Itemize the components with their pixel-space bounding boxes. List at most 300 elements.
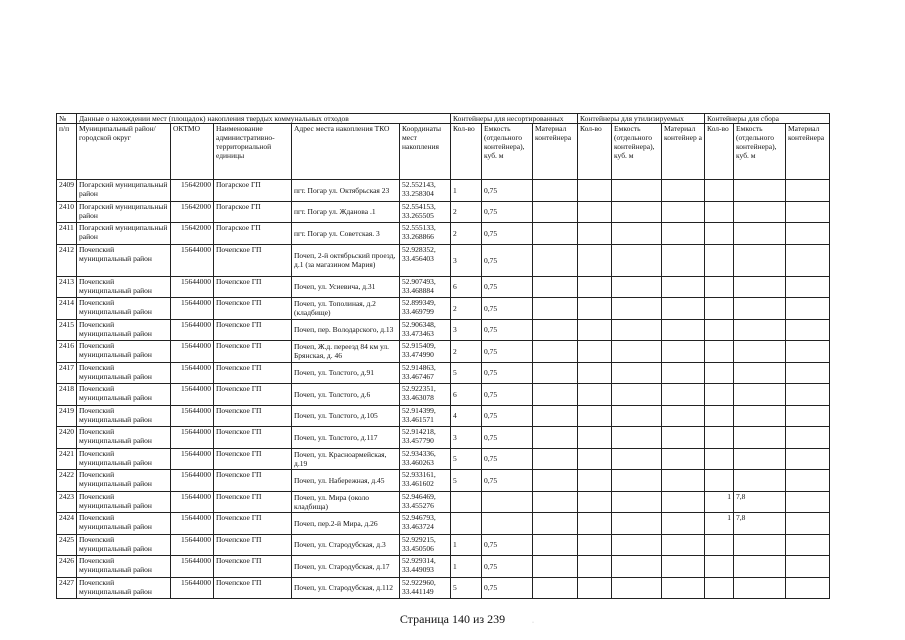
cell-oktmo: 15644000 bbox=[171, 276, 214, 298]
cell-number: 2414 bbox=[57, 298, 77, 320]
cell-district: Погарский муниципальный район bbox=[77, 180, 171, 202]
cell-territory: Почепское ГП bbox=[214, 491, 292, 513]
cell-count-collection bbox=[705, 470, 734, 492]
cell-district: Почепский муниципальный район bbox=[77, 427, 171, 449]
cell-oktmo: 15642000 bbox=[171, 180, 214, 202]
cell-address: Почеп, ул. Мира (около кладбища) bbox=[292, 491, 400, 513]
cell-count-recyclable bbox=[578, 491, 612, 513]
header-count-unsorted: Кол-во bbox=[451, 124, 482, 180]
cell-address: Почеп, ул. Усиевича, д.31 bbox=[292, 276, 400, 298]
cell-address: Почеп, ул. Стародубская, д.112 bbox=[292, 577, 400, 599]
cell-count-recyclable bbox=[578, 298, 612, 320]
cell-address: Почеп, ул. Тополиная, д.2 (кладбище) bbox=[292, 298, 400, 320]
cell-oktmo: 15644000 bbox=[171, 405, 214, 427]
table-row bbox=[57, 470, 830, 492]
table-row bbox=[57, 244, 830, 276]
cell-material-unsorted bbox=[533, 405, 578, 427]
cell-capacity-recyclable bbox=[612, 448, 662, 470]
cell-capacity-recyclable bbox=[612, 362, 662, 384]
cell-capacity-collection bbox=[734, 180, 786, 202]
cell-territory: Почепское ГП bbox=[214, 319, 292, 341]
cell-capacity-recyclable bbox=[612, 556, 662, 578]
cell-oktmo: 15644000 bbox=[171, 534, 214, 556]
cell-capacity-recyclable bbox=[612, 470, 662, 492]
cell-territory: Погарское ГП bbox=[214, 201, 292, 223]
cell-capacity-collection bbox=[734, 577, 786, 599]
cell-district: Погарский муниципальный район bbox=[77, 223, 171, 245]
cell-coords: 52.914863, 33.467467 bbox=[400, 362, 451, 384]
cell-material-collection bbox=[786, 180, 830, 202]
cell-material-unsorted bbox=[533, 341, 578, 363]
cell-capacity-unsorted: 0,75 bbox=[482, 384, 533, 406]
cell-capacity-unsorted: 0,75 bbox=[482, 362, 533, 384]
cell-material-collection bbox=[786, 513, 830, 535]
cell-material-collection bbox=[786, 319, 830, 341]
cell-coords: 52.922351, 33.463078 bbox=[400, 384, 451, 406]
table-row bbox=[57, 448, 830, 470]
cell-capacity-unsorted: 0,75 bbox=[482, 244, 533, 276]
cell-count-recyclable bbox=[578, 362, 612, 384]
cell-address: пгт. Погар ул. Жданова .1 bbox=[292, 201, 400, 223]
header-unsorted-group: Контейнеры для несортированных bbox=[451, 114, 578, 124]
cell-address: Почеп, ул. Толстого, д.105 bbox=[292, 405, 400, 427]
cell-material-recyclable bbox=[662, 405, 705, 427]
cell-number: 2425 bbox=[57, 534, 77, 556]
cell-count-recyclable bbox=[578, 577, 612, 599]
cell-coords: 52.946793, 33.463724 bbox=[400, 513, 451, 535]
table-row bbox=[57, 180, 830, 202]
cell-count-recyclable bbox=[578, 319, 612, 341]
cell-material-collection bbox=[786, 556, 830, 578]
cell-material-unsorted bbox=[533, 448, 578, 470]
table-row bbox=[57, 276, 830, 298]
cell-number: 2417 bbox=[57, 362, 77, 384]
table-row bbox=[57, 491, 830, 513]
cell-oktmo: 15644000 bbox=[171, 341, 214, 363]
cell-capacity-recyclable bbox=[612, 298, 662, 320]
cell-coords: 52.933161, 33.461602 bbox=[400, 470, 451, 492]
cell-coords: 52.914399, 33.461571 bbox=[400, 405, 451, 427]
cell-count-recyclable bbox=[578, 223, 612, 245]
cell-oktmo: 15644000 bbox=[171, 491, 214, 513]
cell-territory: Почепское ГП bbox=[214, 405, 292, 427]
cell-count-collection bbox=[705, 341, 734, 363]
cell-number: 2422 bbox=[57, 470, 77, 492]
table-row bbox=[57, 298, 830, 320]
cell-district: Почепский муниципальный район bbox=[77, 534, 171, 556]
cell-material-collection bbox=[786, 244, 830, 276]
cell-capacity-unsorted: 0,75 bbox=[482, 427, 533, 449]
cell-material-recyclable bbox=[662, 298, 705, 320]
cell-count-recyclable bbox=[578, 427, 612, 449]
cell-count-recyclable bbox=[578, 341, 612, 363]
cell-capacity-recyclable bbox=[612, 244, 662, 276]
cell-material-collection bbox=[786, 362, 830, 384]
cell-district: Почепский муниципальный район bbox=[77, 298, 171, 320]
cell-capacity-collection bbox=[734, 448, 786, 470]
cell-capacity-recyclable bbox=[612, 201, 662, 223]
cell-address: Почеп, ул. Стародубская, д.17 bbox=[292, 556, 400, 578]
cell-number: 2423 bbox=[57, 491, 77, 513]
cell-oktmo: 15644000 bbox=[171, 427, 214, 449]
cell-territory: Почепское ГП bbox=[214, 427, 292, 449]
cell-coords: 52.915409, 33.474990 bbox=[400, 341, 451, 363]
cell-count-recyclable bbox=[578, 556, 612, 578]
cell-coords: 52.906348, 33.473463 bbox=[400, 319, 451, 341]
cell-count-collection bbox=[705, 577, 734, 599]
cell-count-recyclable bbox=[578, 448, 612, 470]
cell-territory: Почепское ГП bbox=[214, 298, 292, 320]
cell-capacity-unsorted bbox=[482, 513, 533, 535]
cell-count-unsorted: 3 bbox=[451, 244, 482, 276]
cell-address: пгт. Погар ул. Советская. 3 bbox=[292, 223, 400, 245]
table-row bbox=[57, 201, 830, 223]
cell-capacity-collection bbox=[734, 384, 786, 406]
cell-material-collection bbox=[786, 577, 830, 599]
cell-material-recyclable bbox=[662, 577, 705, 599]
cell-material-recyclable bbox=[662, 534, 705, 556]
waste-sites-table bbox=[56, 113, 830, 599]
cell-count-collection bbox=[705, 298, 734, 320]
cell-number: 2421 bbox=[57, 448, 77, 470]
cell-material-unsorted bbox=[533, 556, 578, 578]
cell-material-unsorted bbox=[533, 427, 578, 449]
cell-capacity-unsorted: 0,75 bbox=[482, 448, 533, 470]
cell-address: Почеп, 2-й октябрьский проезд, д.1 (за магазином Мария) bbox=[292, 244, 400, 276]
cell-material-recyclable bbox=[662, 180, 705, 202]
header-address: Адрес места накопления ТКО bbox=[292, 124, 400, 180]
cell-count-unsorted: 5 bbox=[451, 470, 482, 492]
cell-district: Почепский муниципальный район bbox=[77, 448, 171, 470]
cell-district: Почепский муниципальный район bbox=[77, 319, 171, 341]
cell-territory: Погарское ГП bbox=[214, 223, 292, 245]
cell-count-unsorted: 2 bbox=[451, 298, 482, 320]
cell-address: Почеп, пер. Володарского, д.13 bbox=[292, 319, 400, 341]
cell-material-unsorted bbox=[533, 534, 578, 556]
cell-count-unsorted: 5 bbox=[451, 362, 482, 384]
cell-capacity-unsorted: 0,75 bbox=[482, 577, 533, 599]
cell-count-recyclable bbox=[578, 405, 612, 427]
header-count-collection: Кол-во bbox=[705, 124, 734, 180]
header-capacity-unsorted: Емкость (отдельного контейнера), куб. м bbox=[482, 124, 533, 180]
cell-coords: 52.928352, 33.456403 bbox=[400, 244, 451, 276]
cell-count-unsorted bbox=[451, 513, 482, 535]
cell-territory: Почепское ГП bbox=[214, 513, 292, 535]
cell-material-unsorted bbox=[533, 298, 578, 320]
cell-number: 2413 bbox=[57, 276, 77, 298]
cell-coords: 52.934336, 33.460263 bbox=[400, 448, 451, 470]
cell-territory: Почепское ГП bbox=[214, 276, 292, 298]
cell-count-collection bbox=[705, 405, 734, 427]
header-column-row bbox=[57, 124, 830, 180]
cell-district: Почепский муниципальный район bbox=[77, 244, 171, 276]
table-row bbox=[57, 384, 830, 406]
cell-capacity-recyclable bbox=[612, 319, 662, 341]
cell-coords: 52.552143, 33.258304 bbox=[400, 180, 451, 202]
cell-number: 2411 bbox=[57, 223, 77, 245]
cell-capacity-collection bbox=[734, 244, 786, 276]
cell-material-unsorted bbox=[533, 276, 578, 298]
cell-capacity-collection bbox=[734, 341, 786, 363]
cell-capacity-recyclable bbox=[612, 534, 662, 556]
cell-address: Почеп, Ж.д. переезд 84 км ул. Брянская, д. 46 bbox=[292, 341, 400, 363]
cell-capacity-collection bbox=[734, 298, 786, 320]
cell-capacity-collection: 7,8 bbox=[734, 491, 786, 513]
cell-capacity-recyclable bbox=[612, 180, 662, 202]
header-location-group: Данные о нахождении мест (площадок) накопления твердых коммунальных отходов bbox=[77, 114, 451, 124]
cell-oktmo: 15644000 bbox=[171, 319, 214, 341]
page-number: Страница 140 из 239 bbox=[399, 612, 506, 626]
cell-oktmo: 15644000 bbox=[171, 298, 214, 320]
cell-material-recyclable bbox=[662, 470, 705, 492]
cell-material-unsorted bbox=[533, 362, 578, 384]
cell-capacity-collection bbox=[734, 534, 786, 556]
scan-speck: · bbox=[532, 620, 534, 626]
table-row bbox=[57, 341, 830, 363]
cell-capacity-unsorted bbox=[482, 491, 533, 513]
cell-address: Почеп, ул. Толстого, д.91 bbox=[292, 362, 400, 384]
cell-material-recyclable bbox=[662, 427, 705, 449]
cell-district: Погарский муниципальный район bbox=[77, 201, 171, 223]
cell-capacity-unsorted: 0,75 bbox=[482, 556, 533, 578]
cell-count-collection bbox=[705, 276, 734, 298]
cell-capacity-recyclable bbox=[612, 341, 662, 363]
cell-coords: 52.899349, 33.469799 bbox=[400, 298, 451, 320]
cell-count-collection bbox=[705, 362, 734, 384]
cell-coords: 52.929215, 33.450506 bbox=[400, 534, 451, 556]
cell-territory: Почепское ГП bbox=[214, 362, 292, 384]
cell-count-recyclable bbox=[578, 201, 612, 223]
cell-count-unsorted: 2 bbox=[451, 201, 482, 223]
cell-capacity-recyclable bbox=[612, 427, 662, 449]
cell-number: 2420 bbox=[57, 427, 77, 449]
cell-number: 2426 bbox=[57, 556, 77, 578]
cell-number: 2410 bbox=[57, 201, 77, 223]
cell-count-unsorted: 6 bbox=[451, 384, 482, 406]
cell-count-unsorted: 5 bbox=[451, 448, 482, 470]
cell-capacity-collection bbox=[734, 556, 786, 578]
cell-oktmo: 15644000 bbox=[171, 384, 214, 406]
cell-district: Почепский муниципальный район bbox=[77, 405, 171, 427]
header-material-collection: Материал контейнера bbox=[786, 124, 830, 180]
table-row bbox=[57, 223, 830, 245]
cell-material-collection bbox=[786, 341, 830, 363]
header-no: № bbox=[57, 114, 77, 124]
cell-oktmo: 15644000 bbox=[171, 448, 214, 470]
cell-oktmo: 15644000 bbox=[171, 556, 214, 578]
cell-number: 2409 bbox=[57, 180, 77, 202]
cell-material-unsorted bbox=[533, 470, 578, 492]
cell-number: 2418 bbox=[57, 384, 77, 406]
cell-count-collection bbox=[705, 223, 734, 245]
cell-capacity-collection: 7,8 bbox=[734, 513, 786, 535]
header-territory: Наименование административно-территориальной единицы bbox=[214, 124, 292, 180]
cell-material-recyclable bbox=[662, 341, 705, 363]
cell-material-unsorted bbox=[533, 513, 578, 535]
cell-material-unsorted bbox=[533, 384, 578, 406]
cell-count-unsorted bbox=[451, 491, 482, 513]
cell-material-recyclable bbox=[662, 448, 705, 470]
cell-territory: Почепское ГП bbox=[214, 556, 292, 578]
cell-material-recyclable bbox=[662, 556, 705, 578]
cell-count-collection bbox=[705, 180, 734, 202]
cell-count-unsorted: 2 bbox=[451, 341, 482, 363]
cell-material-unsorted bbox=[533, 577, 578, 599]
table-row bbox=[57, 319, 830, 341]
cell-district: Почепский муниципальный район bbox=[77, 513, 171, 535]
cell-count-unsorted: 1 bbox=[451, 534, 482, 556]
cell-capacity-unsorted: 0,75 bbox=[482, 201, 533, 223]
cell-material-unsorted bbox=[533, 180, 578, 202]
cell-count-unsorted: 2 bbox=[451, 223, 482, 245]
cell-capacity-recyclable bbox=[612, 405, 662, 427]
cell-material-unsorted bbox=[533, 319, 578, 341]
cell-capacity-recyclable bbox=[612, 513, 662, 535]
cell-count-unsorted: 3 bbox=[451, 427, 482, 449]
cell-material-unsorted bbox=[533, 201, 578, 223]
header-capacity-collection: Емкость (отдельного контейнера), куб. м bbox=[734, 124, 786, 180]
cell-capacity-collection bbox=[734, 223, 786, 245]
cell-count-collection bbox=[705, 556, 734, 578]
cell-coords: 52.555133, 33.268866 bbox=[400, 223, 451, 245]
cell-address: пгт. Погар ул. Октябрьская 23 bbox=[292, 180, 400, 202]
cell-material-collection bbox=[786, 276, 830, 298]
cell-capacity-unsorted: 0,75 bbox=[482, 341, 533, 363]
table-row bbox=[57, 556, 830, 578]
cell-material-unsorted bbox=[533, 244, 578, 276]
cell-district: Почепский муниципальный район bbox=[77, 341, 171, 363]
header-count-recyclable: Кол-во bbox=[578, 124, 612, 180]
cell-capacity-collection bbox=[734, 362, 786, 384]
cell-count-recyclable bbox=[578, 513, 612, 535]
cell-coords: 52.946469, 33.455276 bbox=[400, 491, 451, 513]
cell-number: 2427 bbox=[57, 577, 77, 599]
cell-capacity-unsorted: 0,75 bbox=[482, 223, 533, 245]
header-pp: п/п bbox=[57, 124, 77, 180]
cell-territory: Почепское ГП bbox=[214, 470, 292, 492]
cell-capacity-recyclable bbox=[612, 384, 662, 406]
cell-oktmo: 15644000 bbox=[171, 244, 214, 276]
cell-material-recyclable bbox=[662, 319, 705, 341]
cell-territory: Почепское ГП bbox=[214, 448, 292, 470]
table-row bbox=[57, 362, 830, 384]
cell-address: Почеп, ул. Толстого, д.117 bbox=[292, 427, 400, 449]
header-collection-group: Контейнеры для сбора bbox=[705, 114, 830, 124]
cell-count-unsorted: 4 bbox=[451, 405, 482, 427]
cell-count-collection bbox=[705, 201, 734, 223]
cell-material-recyclable bbox=[662, 244, 705, 276]
cell-oktmo: 15642000 bbox=[171, 201, 214, 223]
cell-count-collection bbox=[705, 448, 734, 470]
cell-material-collection bbox=[786, 448, 830, 470]
cell-coords: 52.914218, 33.457790 bbox=[400, 427, 451, 449]
cell-count-unsorted: 5 bbox=[451, 577, 482, 599]
cell-material-recyclable bbox=[662, 491, 705, 513]
cell-capacity-unsorted: 0,75 bbox=[482, 276, 533, 298]
cell-number: 2419 bbox=[57, 405, 77, 427]
cell-coords: 52.907493, 33.468884 bbox=[400, 276, 451, 298]
cell-count-recyclable bbox=[578, 180, 612, 202]
cell-capacity-collection bbox=[734, 201, 786, 223]
cell-count-collection: 1 bbox=[705, 513, 734, 535]
table-row bbox=[57, 427, 830, 449]
cell-material-collection bbox=[786, 427, 830, 449]
cell-count-recyclable bbox=[578, 384, 612, 406]
cell-count-collection bbox=[705, 427, 734, 449]
cell-territory: Почепское ГП bbox=[214, 384, 292, 406]
cell-capacity-recyclable bbox=[612, 577, 662, 599]
cell-district: Почепский муниципальный район bbox=[77, 577, 171, 599]
cell-territory: Погарское ГП bbox=[214, 180, 292, 202]
cell-material-recyclable bbox=[662, 276, 705, 298]
cell-material-collection bbox=[786, 201, 830, 223]
cell-capacity-recyclable bbox=[612, 491, 662, 513]
cell-count-collection: 1 bbox=[705, 491, 734, 513]
cell-count-unsorted: 1 bbox=[451, 180, 482, 202]
cell-count-recyclable bbox=[578, 276, 612, 298]
cell-capacity-recyclable bbox=[612, 276, 662, 298]
cell-material-recyclable bbox=[662, 513, 705, 535]
cell-count-collection bbox=[705, 534, 734, 556]
cell-district: Почепский муниципальный район bbox=[77, 384, 171, 406]
cell-material-collection bbox=[786, 298, 830, 320]
cell-capacity-collection bbox=[734, 276, 786, 298]
cell-material-recyclable bbox=[662, 223, 705, 245]
cell-material-recyclable bbox=[662, 201, 705, 223]
cell-material-collection bbox=[786, 223, 830, 245]
cell-capacity-unsorted: 0,75 bbox=[482, 470, 533, 492]
table-row bbox=[57, 405, 830, 427]
header-recyclable-group: Контейнеры для утилизируемых bbox=[578, 114, 705, 124]
cell-capacity-collection bbox=[734, 405, 786, 427]
cell-capacity-collection bbox=[734, 427, 786, 449]
cell-oktmo: 15644000 bbox=[171, 513, 214, 535]
cell-material-collection bbox=[786, 384, 830, 406]
cell-territory: Почепское ГП bbox=[214, 534, 292, 556]
cell-material-collection bbox=[786, 405, 830, 427]
cell-count-unsorted: 3 bbox=[451, 319, 482, 341]
cell-capacity-collection bbox=[734, 319, 786, 341]
cell-material-collection bbox=[786, 534, 830, 556]
header-capacity-recyclable: Емкость (отдельного контейнера), куб. м bbox=[612, 124, 662, 180]
cell-territory: Почепское ГП bbox=[214, 244, 292, 276]
cell-oktmo: 15644000 bbox=[171, 362, 214, 384]
header-material-recyclable: Материал контейнер а bbox=[662, 124, 705, 180]
cell-material-recyclable bbox=[662, 362, 705, 384]
header-material-unsorted: Материал контейнера bbox=[533, 124, 578, 180]
header-oktmo: ОКТМО bbox=[171, 124, 214, 180]
cell-count-recyclable bbox=[578, 244, 612, 276]
cell-oktmo: 15644000 bbox=[171, 577, 214, 599]
cell-capacity-collection bbox=[734, 470, 786, 492]
cell-district: Почепский муниципальный район bbox=[77, 276, 171, 298]
cell-count-collection bbox=[705, 384, 734, 406]
cell-district: Почепский муниципальный район bbox=[77, 491, 171, 513]
cell-district: Почепский муниципальный район bbox=[77, 470, 171, 492]
cell-coords: 52.929314, 33.449093 bbox=[400, 556, 451, 578]
cell-district: Почепский муниципальный район bbox=[77, 556, 171, 578]
cell-number: 2415 bbox=[57, 319, 77, 341]
cell-count-recyclable bbox=[578, 470, 612, 492]
cell-material-collection bbox=[786, 491, 830, 513]
cell-material-unsorted bbox=[533, 491, 578, 513]
cell-number: 2412 bbox=[57, 244, 77, 276]
cell-territory: Почепское ГП bbox=[214, 577, 292, 599]
cell-count-recyclable bbox=[578, 534, 612, 556]
header-coords: Координаты мест накопления bbox=[400, 124, 451, 180]
cell-capacity-unsorted: 0,75 bbox=[482, 405, 533, 427]
header-group-row bbox=[57, 114, 830, 124]
